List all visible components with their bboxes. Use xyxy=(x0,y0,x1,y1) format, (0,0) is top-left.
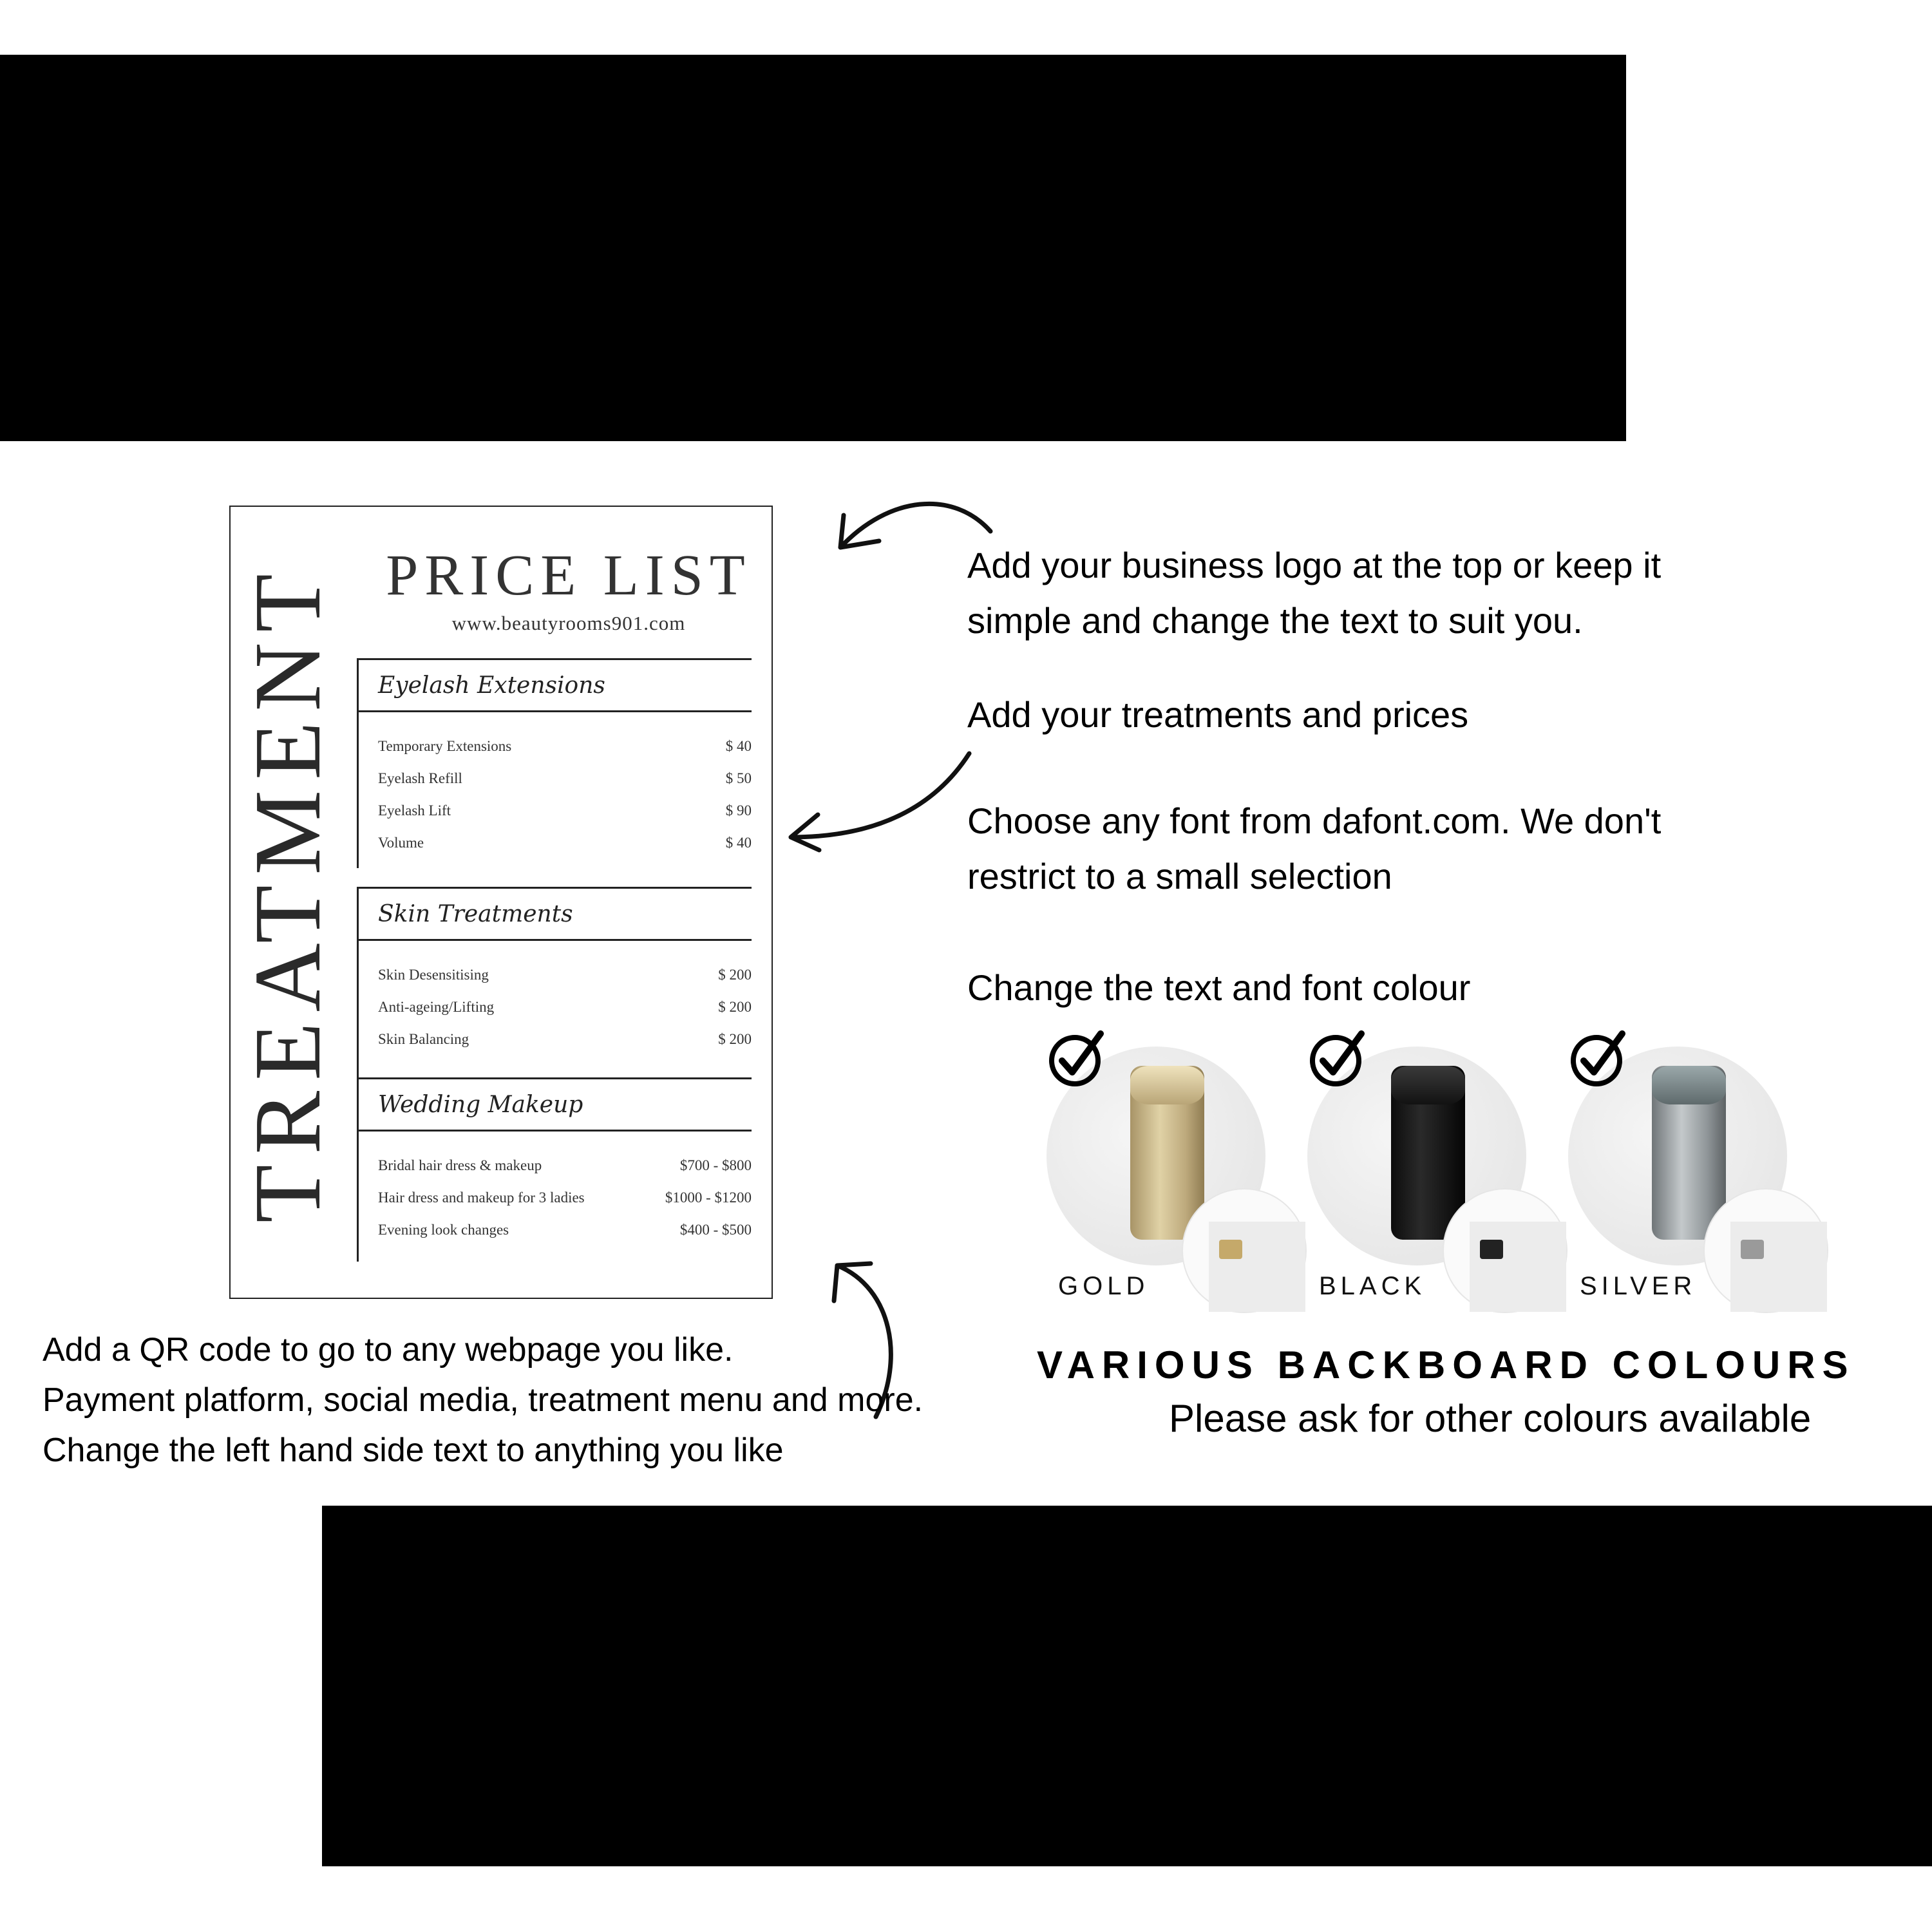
qr-note-line3: Change the left hand side text to anything you like xyxy=(43,1432,784,1469)
checkmark-icon xyxy=(1568,1028,1627,1088)
treatments-note: Add your treatments and prices xyxy=(967,694,1469,735)
swatch-label: SILVER xyxy=(1580,1272,1697,1300)
checkmark-icon xyxy=(1307,1028,1367,1088)
swatch-gold xyxy=(1046,1040,1323,1311)
swatch-black xyxy=(1307,1040,1584,1311)
item-name: Bridal hair dress & makeup xyxy=(378,1157,542,1173)
qr-note-line2: Payment platform, social media, treatment menu and more. xyxy=(43,1381,923,1419)
colour-note: Change the text and font colour xyxy=(967,967,1471,1008)
side-title: TREATMENT xyxy=(235,564,341,1223)
section-heading: Skin Treatments xyxy=(357,887,752,941)
logo-note xyxy=(967,538,1882,649)
item-name: Volume xyxy=(378,835,424,851)
item-price: $ 40 xyxy=(725,835,752,851)
item-price: $ 40 xyxy=(725,738,752,754)
item-price: $1000 - $1200 xyxy=(665,1189,752,1206)
item-name: Temporary Extensions xyxy=(378,738,512,754)
item-price: $700 - $800 xyxy=(679,1157,752,1173)
item-name: Skin Balancing xyxy=(378,1031,469,1047)
font-note-line2: restrict to a small selection xyxy=(967,856,1392,896)
item-name: Evening look changes xyxy=(378,1222,509,1238)
standoff-detail-silver xyxy=(1703,1188,1828,1313)
item-price: $ 200 xyxy=(718,999,752,1015)
item-name: Eyelash Refill xyxy=(378,770,462,786)
item-price: $400 - $500 xyxy=(679,1222,752,1238)
item-name: Anti-ageing/Lifting xyxy=(378,999,495,1015)
checkmark-icon xyxy=(1046,1028,1106,1088)
qr-note xyxy=(43,1325,996,1475)
logo-note-line2: simple and change the text to suit you. xyxy=(967,600,1583,641)
font-note-line1: Choose any font from dafont.com. We don't xyxy=(967,800,1662,841)
item-price: $ 200 xyxy=(718,1031,752,1047)
arrow-to-treatments-icon xyxy=(791,753,969,850)
section-heading: Wedding Makeup xyxy=(357,1077,752,1132)
item-name: Hair dress and makeup for 3 ladies xyxy=(378,1189,585,1206)
website-url: www.beautyrooms901.com xyxy=(451,612,686,634)
swatch-silver xyxy=(1568,1040,1845,1311)
swatch-label: GOLD xyxy=(1058,1272,1150,1300)
qr-note-line1: Add a QR code to go to any webpage you like. xyxy=(43,1331,734,1368)
standoff-detail-gold xyxy=(1182,1188,1307,1313)
price-list-title: PRICE LIST xyxy=(386,544,752,607)
standoff-detail-black xyxy=(1443,1188,1567,1313)
item-price: $ 200 xyxy=(718,967,752,983)
backboard-heading: VARIOUS BACKBOARD COLOURS xyxy=(1037,1343,1855,1387)
item-name: Skin Desensitising xyxy=(378,967,489,983)
backboard-subheading: Please ask for other colours available xyxy=(1169,1397,1812,1440)
item-name: Eyelash Lift xyxy=(378,802,451,819)
logo-note-line1: Add your business logo at the top or keep it xyxy=(967,545,1662,585)
redaction-bar-bottom xyxy=(322,1506,1932,1866)
font-note xyxy=(967,793,1882,904)
item-price: $ 50 xyxy=(725,770,752,786)
swatch-label: BLACK xyxy=(1319,1272,1426,1300)
section-heading: Eyelash Extensions xyxy=(357,658,752,712)
item-price: $ 90 xyxy=(725,802,752,819)
